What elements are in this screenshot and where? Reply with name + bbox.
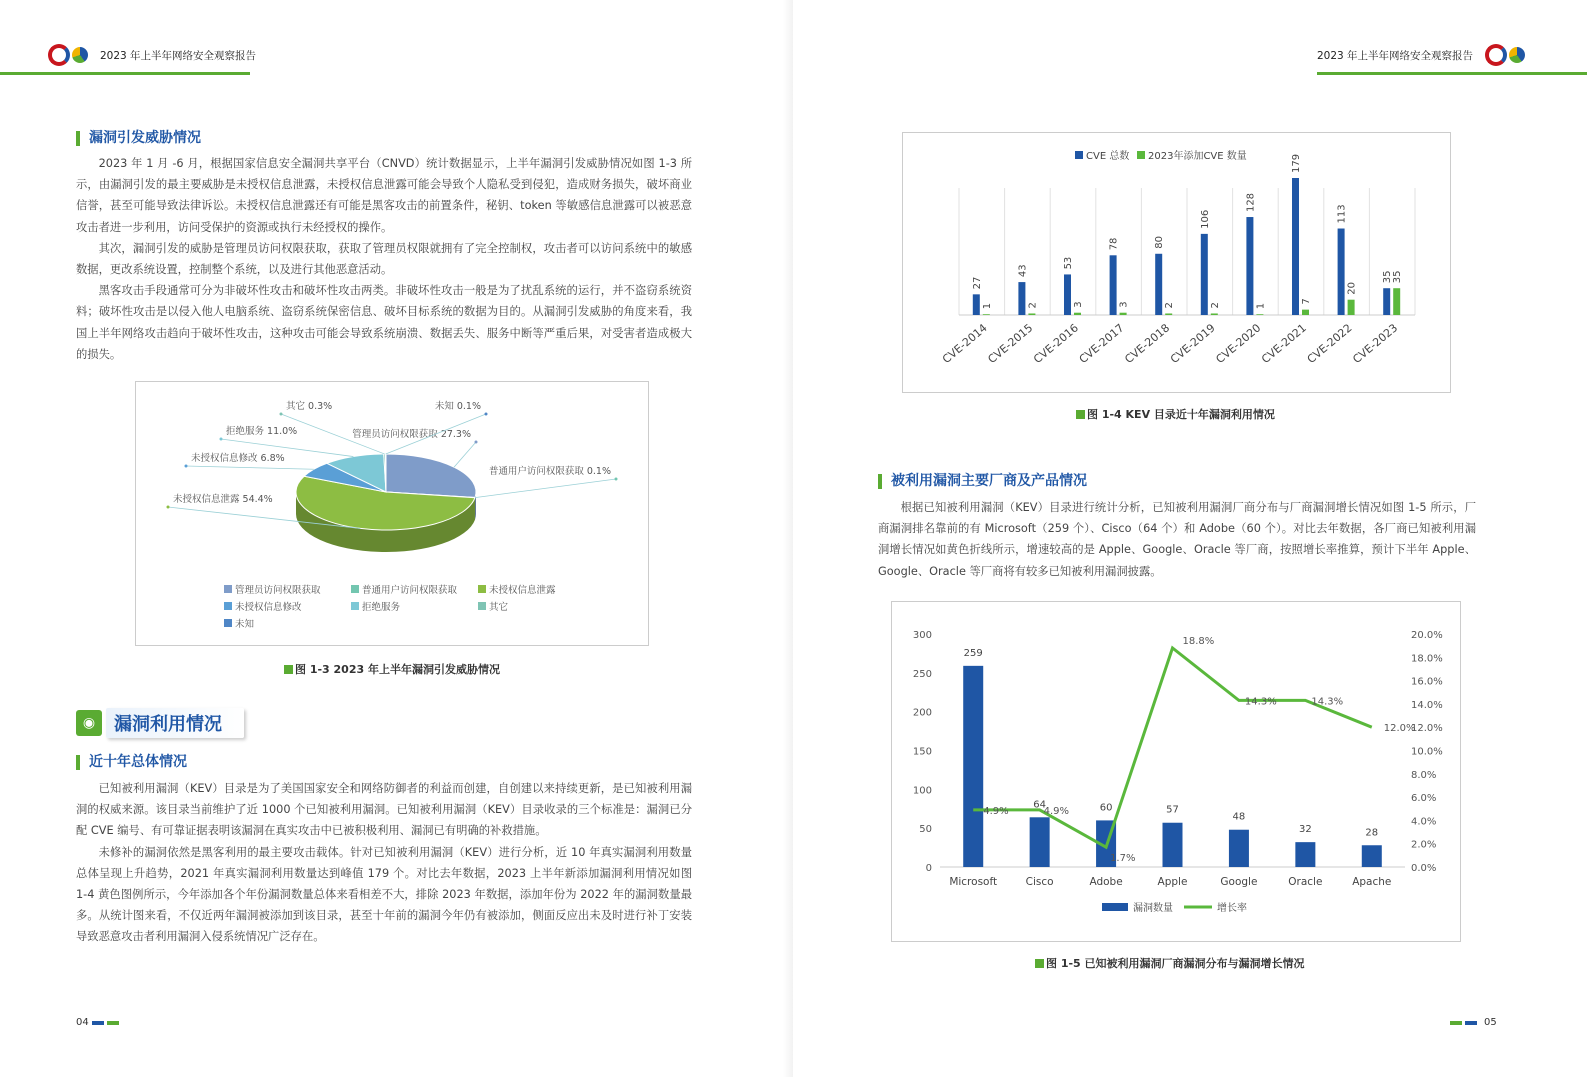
pie-chart — [136, 382, 648, 645]
x-tick-label: CVE-2015 — [985, 321, 1036, 367]
y-right-tick: 14.0% — [1411, 699, 1443, 711]
pie-leader-dot — [475, 441, 478, 444]
section3-body — [878, 497, 1476, 582]
bar — [1120, 313, 1127, 315]
paragraph: 其次，漏洞引发的威胁是管理员访问权限获取，获取了管理员权限就拥有了完全控制权，攻击者可以访问系统中的敏感数据，更改系统设置，控制整个系统，以及进行其他恶意活动。 — [76, 241, 692, 277]
caption-text: 图 1-4 KEV 目录近十年漏洞利用情况 — [1087, 408, 1275, 421]
bar — [1074, 313, 1081, 315]
data-label: 35 — [1382, 270, 1394, 284]
section-title-decade: 近十年总体情况 — [76, 755, 187, 770]
data-label: 43 — [1017, 264, 1029, 278]
legend-label: 拒绝服务 — [362, 602, 401, 613]
left-page — [0, 0, 793, 1077]
data-label: 57 — [1166, 804, 1179, 816]
data-label: 106 — [1199, 209, 1211, 229]
x-tick-label: Apple — [1157, 876, 1188, 888]
bar — [1030, 817, 1050, 867]
figure-1-3-box — [135, 381, 649, 646]
caption-marker-icon — [1035, 959, 1044, 968]
data-label: 128 — [1245, 192, 1257, 213]
pie-slice — [385, 454, 386, 492]
pie-leader-line — [186, 466, 314, 469]
paragraph: 根据已知被利用漏洞（KEV）目录进行统计分析，已知被利用漏洞厂商分布与厂商漏洞增长情况如图 1-5 所示，厂商漏洞排名靠前的有 Microsoft（259 个）、Cisco（64 个）和 Adobe（60 个）。对比去年数据，各厂商已知被利用漏洞增长情况如黄色折线所示，增速较高的是 Apple、Google、Oracle 等厂商，按照增长率推算，预计下半年 Apple、Google、Oracle 等厂商将有较多已知被利用漏洞披露。 — [878, 501, 1476, 578]
data-label: 1 — [981, 302, 993, 310]
legend-swatch — [478, 602, 486, 610]
legend-swatch — [224, 585, 232, 593]
y-right-tick: 16.0% — [1411, 676, 1443, 688]
pie-slice — [386, 454, 476, 497]
data-label: 7 — [1301, 298, 1312, 305]
bar — [1201, 234, 1208, 315]
x-tick-label: Microsoft — [949, 876, 998, 888]
line-label: 12.0% — [1383, 723, 1416, 735]
data-label: 2 — [1027, 302, 1039, 309]
y-left-tick: 300 — [912, 630, 932, 641]
bar — [1256, 314, 1263, 315]
legend-label: 漏洞数量 — [1133, 903, 1173, 914]
cve-bar-chart — [903, 133, 1450, 392]
page-bar-icon — [1465, 1021, 1477, 1025]
line-label: 4.9% — [983, 805, 1009, 817]
page-number-text: 05 — [1484, 1017, 1497, 1028]
legend-swatch — [224, 602, 232, 610]
bar — [1018, 282, 1025, 315]
caption-text: 图 1-5 已知被利用漏洞厂商漏洞分布与漏洞增长情况 — [1046, 957, 1305, 970]
legend-swatch — [1137, 151, 1145, 159]
section-title-threat: 漏洞引发威胁情况 — [76, 131, 201, 146]
bar — [963, 666, 983, 867]
legend-swatch — [351, 585, 359, 593]
y-left-tick: 0 — [925, 863, 932, 874]
data-label: 179 — [1291, 153, 1302, 173]
section2-body — [76, 778, 692, 948]
y-left-tick: 200 — [912, 707, 932, 719]
legend-label: 管理员访问权限获取 — [235, 585, 321, 596]
line-label: 14.3% — [1244, 696, 1277, 708]
chapter-heading — [76, 708, 244, 738]
legend-label: 未知 — [235, 619, 255, 630]
data-label: 259 — [963, 647, 983, 659]
bar — [983, 314, 990, 315]
right-header — [1317, 44, 1525, 66]
bar — [1393, 288, 1400, 315]
cepreI-logo — [48, 44, 88, 66]
data-label: 2 — [1164, 302, 1176, 309]
chapter-heading-text: 漏洞利用情况 — [106, 708, 244, 738]
pie-label: 未授权信息修改 6.8% — [191, 453, 285, 464]
x-tick-label: CVE-2018 — [1122, 321, 1173, 367]
data-label: 35 — [1392, 270, 1404, 284]
bar — [973, 294, 980, 315]
pie-leader-dot — [280, 413, 283, 416]
pie-leader-line — [475, 479, 616, 498]
y-right-tick: 12.0% — [1411, 723, 1443, 735]
bar — [1211, 313, 1218, 315]
right-header-rule — [1317, 72, 1587, 75]
line-label: 4.9% — [1043, 805, 1070, 817]
pie-label: 管理员访问权限获取 27.3% — [352, 429, 471, 440]
x-tick-label: Cisco — [1025, 876, 1054, 888]
page-number-text: 04 — [76, 1017, 89, 1028]
y-left-tick: 100 — [912, 785, 932, 797]
pie-leader-line — [454, 442, 476, 467]
left-header-title: 2023 年上半年网络安全观察报告 — [100, 49, 257, 62]
data-label: 3 — [1073, 301, 1084, 308]
data-label: 1 — [1255, 302, 1267, 310]
bar — [1028, 313, 1035, 315]
data-label: 28 — [1365, 827, 1379, 839]
paragraph: 未修补的漏洞依然是黑客利用的最主要攻击载体。针对已知被利用漏洞（KEV）进行分析，近 10 年真实漏洞利用数量总体呈现上升趋势，2021 年真实漏洞利用数量达到峰值 179 个。对比去年数据，2023 上半年新添加漏洞利用情况如图 1-4 黄色图例所示，今年添加各个年份漏洞数量总体来看相差不大，排除 2023 年数据，添加年份为 2022 年的漏洞数量最多。从统计图来看，不仅近两年漏洞被添加到该目录，甚至十年前的漏洞今年仍有被添加，侧面反应出未及时进行补丁安装导致恶意攻击者利用漏洞入侵系统情况广泛存在。 — [76, 845, 692, 944]
data-label: 113 — [1336, 204, 1348, 224]
bar — [1302, 310, 1309, 315]
legend-swatch — [478, 585, 486, 593]
pie-leader-dot — [615, 478, 618, 481]
pie-leader-dot — [485, 413, 488, 416]
paragraph: 2023 年 1 月 -6 月，根据国家信息安全漏洞共享平台（CNVD）统计数据显示，上半年漏洞引发威胁情况如图 1-3 所示，由漏洞引发的最主要威胁是未授权信息泄露，未授权信息泄露可能会导致个人隐私受到侵犯，造成财务损失，破坏商业信誉，甚至可能导致法律诉讼。未授权信息泄露还有可能是黑客攻击的前置条件，秘钥、token 等敏感信息泄露可以被恶意攻击者进一步利用，访问受保护的资源或执行未经授权的操作。 — [76, 157, 692, 234]
bar — [1362, 845, 1382, 867]
legend-swatch — [1102, 903, 1128, 911]
bar — [1155, 254, 1162, 315]
x-tick-label: CVE-2014 — [939, 321, 990, 367]
section1-body — [76, 153, 692, 365]
x-tick-label: CVE-2017 — [1076, 321, 1127, 367]
bar — [1163, 823, 1183, 867]
pie-label: 普通用户访问权限获取 0.1% — [488, 466, 611, 477]
x-tick-label: Oracle — [1288, 876, 1323, 888]
section-title-vendors: 被利用漏洞主要厂商及产品情况 — [878, 474, 1087, 489]
legend-label: 增长率 — [1217, 903, 1247, 914]
legend-label: 2023年添加CVE 数量 — [1148, 151, 1247, 162]
caption-marker-icon — [284, 665, 293, 674]
data-label: 32 — [1298, 824, 1312, 836]
legend-label: 普通用户访问权限获取 — [362, 585, 458, 596]
bar — [1292, 178, 1299, 315]
data-label: 53 — [1063, 256, 1074, 270]
caption-marker-icon — [1076, 410, 1085, 419]
page-number-right — [1450, 1017, 1497, 1028]
legend-swatch — [351, 602, 359, 610]
legend-label: 未授权信息修改 — [235, 602, 302, 613]
bar — [1165, 313, 1172, 315]
pie-label: 未授权信息泄露 54.4% — [173, 494, 273, 505]
bar — [1338, 229, 1345, 315]
y-right-tick: 2.0% — [1411, 839, 1437, 851]
data-label: 3 — [1118, 301, 1130, 308]
y-right-tick: 18.0% — [1411, 653, 1443, 665]
data-label: 80 — [1154, 236, 1166, 249]
bar — [1295, 842, 1315, 867]
y-right-tick: 0.0% — [1411, 863, 1437, 874]
x-tick-label: CVE-2016 — [1031, 321, 1081, 367]
pie-leader-dot — [220, 438, 223, 441]
legend-swatch — [1075, 151, 1083, 159]
figure-1-4-box — [902, 132, 1451, 393]
x-tick-label: CVE-2020 — [1213, 321, 1264, 367]
figure-1-5-box — [891, 601, 1461, 942]
legend-swatch — [224, 619, 232, 627]
data-label: 48 — [1232, 811, 1246, 823]
line-label: 14.3% — [1311, 696, 1344, 708]
left-header — [48, 44, 256, 66]
data-label: 2 — [1209, 302, 1221, 309]
y-left-tick: 50 — [919, 824, 932, 836]
bar — [1383, 288, 1390, 315]
caption-text: 图 1-3 2023 年上半年漏洞引发威胁情况 — [295, 663, 500, 676]
x-tick-label: CVE-2021 — [1259, 321, 1309, 367]
y-right-tick: 10.0% — [1411, 746, 1443, 758]
paragraph: 已知被利用漏洞（KEV）目录是为了美国国家安全和网络防御者的利益而创建，自创建以来持续更新，是已知被利用漏洞的权威来源。该目录当前维护了近 1000 个已知被利用漏洞。已知被利用漏洞（KEV）目录收录的三个标准是：漏洞已分配 CVE 编号、有可靠证据表明该漏洞在真实攻击中已被积极利用、漏洞已有明确的补救措施。 — [76, 782, 692, 838]
x-tick-label: Apache — [1352, 876, 1392, 888]
pie-label: 其它 0.3% — [286, 401, 333, 412]
data-label: 64 — [1033, 799, 1047, 811]
bar — [1064, 274, 1071, 315]
vendor-combo-chart — [892, 602, 1460, 941]
figure-1-3-caption — [284, 661, 500, 677]
data-label: 27 — [971, 276, 983, 290]
cepreI-logo — [1485, 44, 1525, 66]
page-bar-icon — [92, 1021, 104, 1025]
bar — [1348, 300, 1355, 315]
legend-label: CVE 总数 — [1086, 151, 1130, 162]
broadcast-icon: ◉ — [76, 710, 102, 736]
data-label: 78 — [1108, 237, 1120, 251]
page-number-left — [76, 1017, 119, 1028]
bar — [1229, 830, 1249, 867]
pie-leader-dot — [167, 506, 170, 509]
figure-1-4-caption — [1076, 406, 1275, 422]
legend-label: 其它 — [489, 602, 509, 613]
x-tick-label: Adobe — [1089, 876, 1123, 888]
paragraph: 黑客攻击手段通常可分为非破坏性攻击和破坏性攻击两类。非破坏性攻击一般是为了扰乱系统的运行，并不盗窃系统资料；破坏性攻击是以侵入他人电脑系统、盗窃系统保密信息、破坏目标系统的数据为目的。从漏洞引发威胁的角度来看，我国上半年网络攻击趋向于破坏性攻击，这种攻击可能会导致系统崩溃、数据丢失、服务中断等严重后果，对受害者造成极大的损失。 — [76, 284, 692, 361]
y-left-tick: 150 — [912, 746, 932, 758]
y-right-tick: 6.0% — [1411, 793, 1437, 805]
right-header-title: 2023 年上半年网络安全观察报告 — [1317, 49, 1474, 62]
data-label: 20 — [1346, 281, 1358, 295]
pie-label: 拒绝服务 11.0% — [226, 426, 298, 437]
y-right-tick: 20.0% — [1411, 630, 1443, 641]
pie-leader-dot — [185, 465, 188, 468]
bar — [1110, 255, 1117, 315]
y-right-tick: 8.0% — [1411, 769, 1437, 781]
y-right-tick: 4.0% — [1411, 816, 1437, 828]
page-bar-icon — [107, 1021, 119, 1025]
x-tick-label: Google — [1220, 876, 1258, 888]
left-header-rule — [0, 72, 250, 75]
pie-label: 未知 0.1% — [434, 401, 481, 412]
figure-1-5-caption — [1035, 955, 1305, 971]
x-tick-label: CVE-2023 — [1350, 321, 1401, 367]
right-page — [793, 0, 1587, 1077]
x-tick-label: CVE-2019 — [1167, 321, 1218, 367]
line-label: 18.8% — [1182, 635, 1215, 647]
bar — [1246, 217, 1253, 315]
legend-label: 未授权信息泄露 — [489, 585, 556, 596]
line-label: 1.7% — [1110, 853, 1136, 865]
data-label: 60 — [1099, 802, 1113, 814]
page-bar-icon — [1450, 1021, 1462, 1025]
y-left-tick: 250 — [912, 668, 932, 680]
x-tick-label: CVE-2022 — [1304, 321, 1355, 367]
